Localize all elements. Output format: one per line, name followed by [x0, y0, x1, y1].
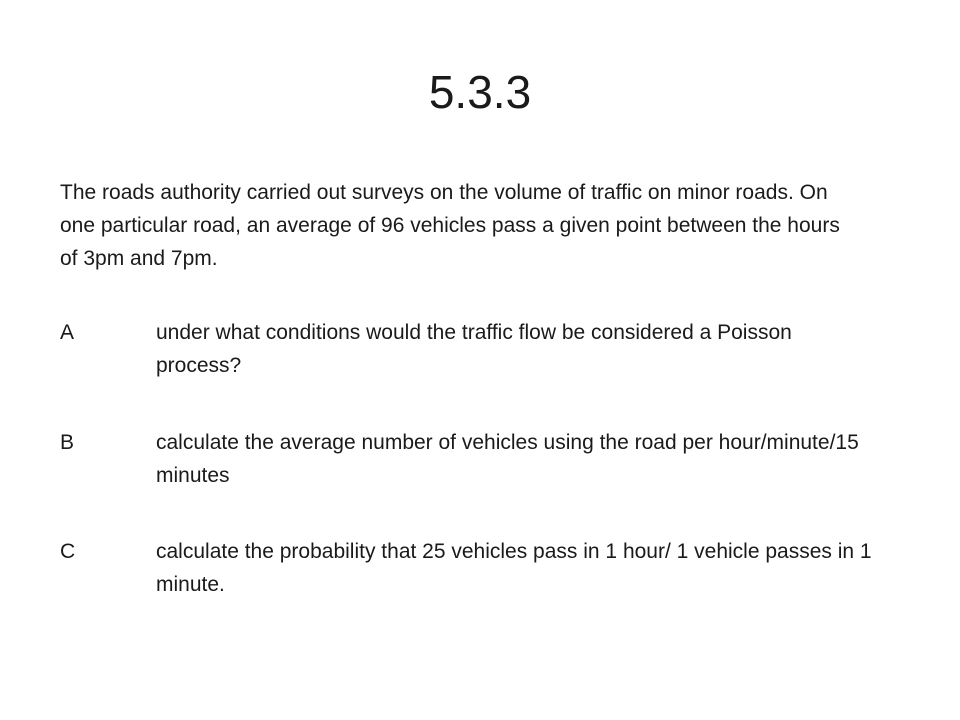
slide-title: 5.3.3 [428, 66, 532, 118]
question-text: calculate the average number of vehicles using the road per hour/minute/15 minutes [156, 431, 859, 487]
question-letter: A [60, 321, 75, 344]
question-letter: B [60, 431, 75, 454]
question-letter: C [60, 540, 76, 563]
intro-paragraph: The roads authority carried out surveys on the volume of traffic on minor roads. On one particular road, an average of 96 vehicles pass a given point between the hours of 3pm and 7pm. [60, 181, 840, 270]
question-text: under what conditions would the traffic flow be considered a Poisson process? [156, 321, 792, 377]
question-text: calculate the probability that 25 vehicles pass in 1 hour/ 1 vehicle passes in 1 minute. [156, 540, 872, 596]
